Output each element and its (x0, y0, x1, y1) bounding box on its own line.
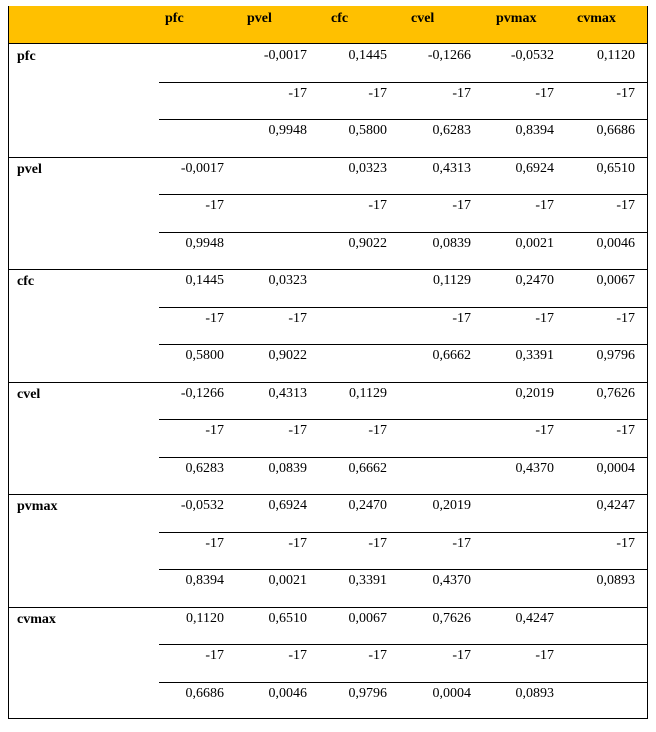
table-cell: 0,6283 (432, 123, 471, 138)
table-cell: -17 (535, 648, 554, 663)
block-divider (9, 494, 647, 495)
block-divider (9, 269, 647, 270)
table-cell: -0,0017 (263, 48, 307, 63)
table-cell: 0,1445 (185, 273, 224, 288)
table-cell: -17 (452, 85, 471, 101)
row-label-cvmax: cvmax (17, 611, 56, 627)
table-cell: 0,5800 (185, 348, 224, 363)
row-label-pvel: pvel (17, 161, 42, 177)
table-cell: -17 (205, 648, 224, 663)
table-cell: 0,0067 (596, 273, 635, 288)
table-cell: 0,1129 (349, 385, 387, 401)
table-cell: -17 (616, 535, 635, 551)
table-cell: 0,0021 (268, 573, 307, 588)
table-cell: 0,6662 (432, 348, 471, 363)
table-cell: -17 (288, 423, 307, 438)
table-cell: -0,1266 (180, 385, 224, 401)
row-label-cfc: cfc (17, 274, 35, 289)
table-cell: 0,4247 (515, 610, 554, 626)
table-cell: -17 (535, 85, 554, 101)
row-label-pfc: pfc (17, 49, 36, 64)
table-cell: 0,6510 (596, 160, 635, 176)
table-cell: 0,6686 (596, 123, 635, 138)
row-divider (159, 344, 647, 345)
table-cell: 0,1120 (597, 48, 635, 63)
column-header-pvmax: pvmax (496, 11, 537, 26)
row-divider (159, 569, 647, 570)
table-cell: 0,6924 (268, 498, 307, 513)
table-cell: 0,9022 (268, 348, 307, 363)
table-cell: 0,9948 (268, 123, 307, 138)
column-header-pfc: pfc (165, 11, 184, 26)
table-cell: 0,3391 (515, 348, 554, 363)
table-cell: 0,7626 (432, 610, 471, 626)
row-divider (159, 419, 647, 420)
table-cell: -17 (452, 648, 471, 663)
table-cell: 0,4370 (432, 573, 471, 588)
block-divider (9, 157, 647, 158)
table-cell: -17 (368, 198, 387, 213)
table-cell: -17 (452, 198, 471, 213)
table-cell: -17 (616, 423, 635, 438)
table-cell: 0,4313 (268, 385, 307, 401)
table-cell: 0,0046 (268, 685, 307, 701)
table-cell: -17 (535, 198, 554, 213)
table-cell: 0,0067 (348, 610, 387, 626)
table-cell: 0,2019 (432, 498, 471, 513)
table-cell: 0,0893 (596, 573, 635, 588)
table-cell: 0,1120 (186, 610, 224, 626)
column-header-cfc: cfc (331, 11, 349, 26)
row-label-cvel: cvel (17, 386, 41, 402)
table-cell: 0,6510 (268, 610, 307, 626)
table-cell: 0,4313 (432, 160, 471, 176)
table-cell: 0,2470 (515, 273, 554, 288)
table-cell: -17 (616, 310, 635, 326)
table-cell: 0,0893 (515, 685, 554, 701)
row-divider (159, 119, 647, 120)
column-header-cvmax: cvmax (577, 11, 616, 26)
table-cell: 0,9948 (185, 235, 224, 251)
table-cell: -17 (288, 535, 307, 551)
table-cell: -17 (205, 423, 224, 438)
table-cell: -17 (452, 535, 471, 551)
table-cell: -0,0532 (510, 48, 554, 63)
table-cell: 0,2470 (348, 498, 387, 513)
table-cell: -17 (288, 648, 307, 663)
row-label-pvmax: pvmax (17, 499, 58, 514)
column-header-pvel: pvel (247, 11, 272, 26)
table-cell: 0,6686 (185, 685, 224, 701)
row-divider (159, 682, 647, 683)
table-cell: 0,6662 (348, 460, 387, 476)
table-cell: 0,1445 (348, 48, 387, 63)
table-cell: 0,9796 (348, 685, 387, 701)
table-cell: 0,0323 (348, 160, 387, 176)
row-divider (159, 232, 647, 233)
table-cell: -0,0017 (180, 160, 224, 176)
table-cell: -17 (205, 198, 224, 213)
table-cell: -17 (368, 85, 387, 101)
row-divider (159, 82, 647, 83)
table-cell: 0,0839 (432, 235, 471, 251)
table-cell: -17 (205, 310, 224, 326)
table-cell: -17 (535, 423, 554, 438)
table-cell: 0,0021 (515, 235, 554, 251)
table-cell: -17 (368, 423, 387, 438)
table-cell: 0,4370 (515, 460, 554, 476)
table-cell: -0,1266 (427, 48, 471, 63)
table-cell: 0,9022 (348, 235, 387, 251)
correlation-table (8, 6, 648, 719)
table-cell: -0,0532 (180, 498, 224, 513)
table-cell: 0,0046 (596, 235, 635, 251)
table-cell: -17 (535, 310, 554, 326)
table-cell: 0,8394 (515, 123, 554, 138)
table-cell: 0,0004 (432, 685, 471, 701)
table-cell: 0,5800 (348, 123, 387, 138)
table-cell: -17 (368, 648, 387, 663)
table-cell: 0,6283 (185, 460, 224, 476)
row-divider (159, 457, 647, 458)
table-cell: 0,4247 (596, 498, 635, 513)
table-cell: -17 (205, 535, 224, 551)
table-cell: 0,3391 (348, 573, 387, 588)
row-divider (159, 194, 647, 195)
table-cell: 0,7626 (596, 385, 635, 401)
table-cell: -17 (616, 198, 635, 213)
block-divider (9, 382, 647, 383)
table-cell: -17 (368, 535, 387, 551)
table-cell: 0,2019 (515, 385, 554, 401)
table-cell: -17 (616, 85, 635, 101)
table-cell: 0,6924 (515, 160, 554, 176)
table-cell: -17 (288, 85, 307, 101)
table-header (9, 6, 647, 44)
table-cell: -17 (452, 310, 471, 326)
table-cell: -17 (288, 310, 307, 326)
row-divider (159, 532, 647, 533)
table-cell: 0,9796 (596, 348, 635, 363)
table-cell: 0,0323 (268, 273, 307, 288)
row-divider (159, 307, 647, 308)
table-cell: 0,1129 (433, 273, 471, 288)
column-header-cvel: cvel (411, 11, 435, 26)
block-divider (9, 607, 647, 608)
table-cell: 0,0839 (268, 460, 307, 476)
table-cell: 0,0004 (596, 460, 635, 476)
row-divider (159, 644, 647, 645)
table-cell: 0,8394 (185, 573, 224, 588)
